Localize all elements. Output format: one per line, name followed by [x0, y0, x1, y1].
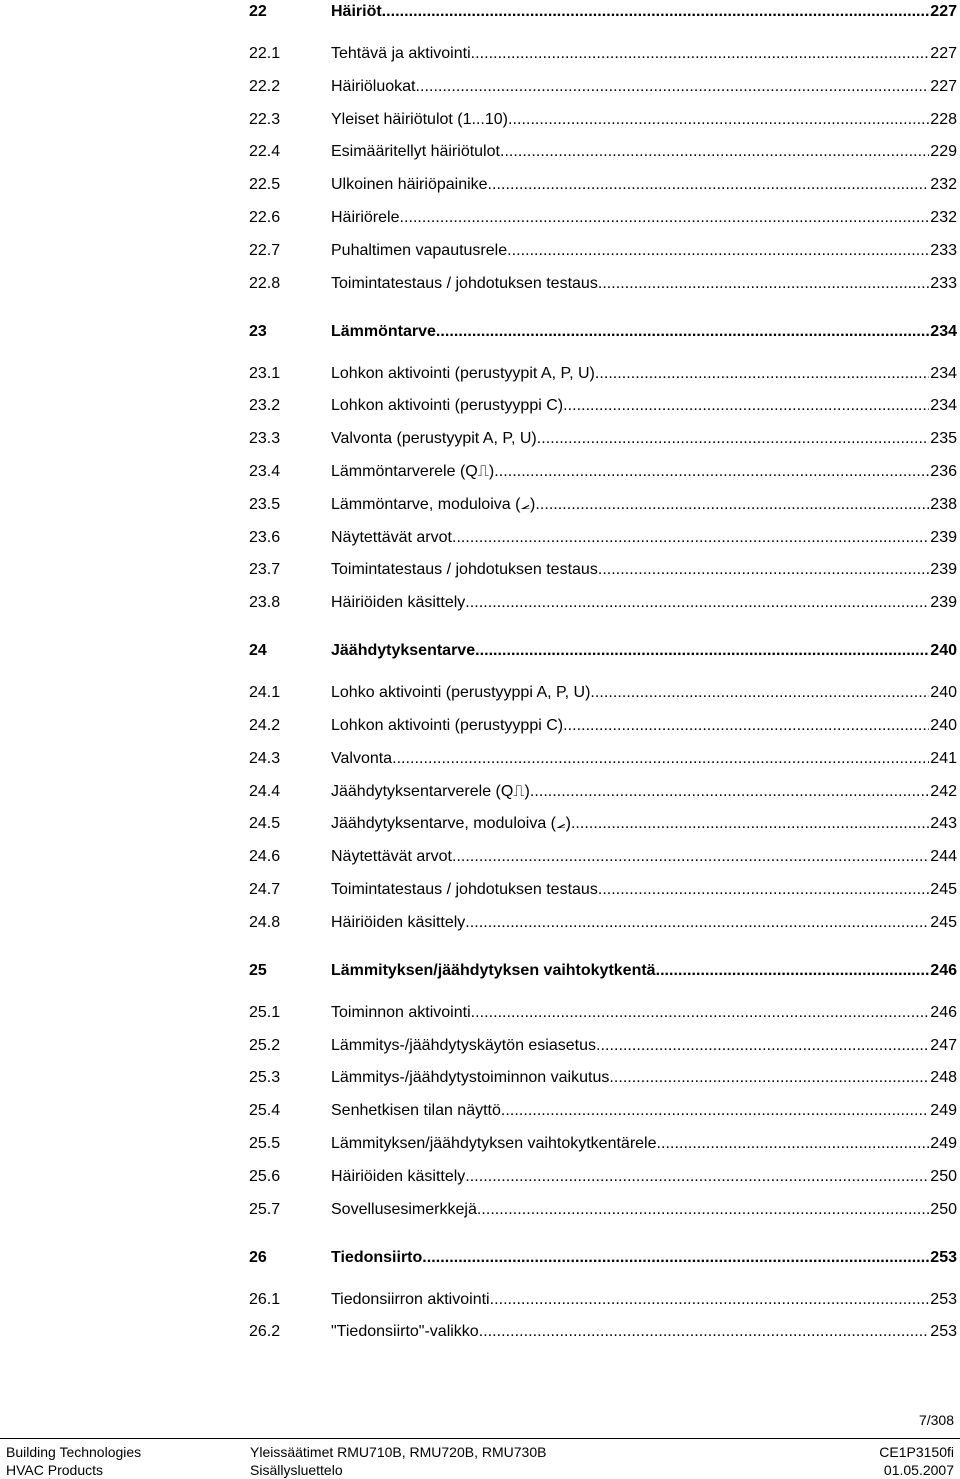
- toc-entry-leader-line: [331, 639, 957, 663]
- footer-document-code: CE1P3150fi: [879, 1444, 954, 1460]
- toc-entry-leader-line: [331, 1198, 957, 1222]
- toc-section-entry[interactable]: [0, 1165, 960, 1189]
- toc-entry-title: Häiriörele: [331, 209, 400, 226]
- toc-entry-leader-line: [331, 140, 957, 164]
- toc-entry-page: 250: [930, 1167, 957, 1185]
- toc-entry-page: 233: [930, 274, 957, 292]
- toc-entry-title: Lohkon aktivointi (perustyyppi C): [331, 397, 564, 415]
- toc-entry-number: 26.2: [249, 1323, 281, 1341]
- toc-entry-page: 250: [930, 1200, 957, 1218]
- toc-chapter-entry[interactable]: [0, 0, 960, 24]
- toc-entry-number: 25.3: [249, 1069, 281, 1087]
- toc-entry-number: 22.6: [249, 209, 281, 226]
- toc-entry-page: 234: [930, 397, 957, 415]
- toc-section-entry[interactable]: [0, 42, 960, 66]
- toc-entry-page: 247: [930, 1036, 957, 1054]
- toc-entry-title: Esimääritellyt häiriötulot: [331, 143, 500, 161]
- toc-entry-number: 25.2: [249, 1036, 281, 1054]
- toc-entry-leader-line: [331, 780, 957, 804]
- toc-entry-page: 239: [930, 594, 957, 612]
- toc-entry-number: 25.4: [249, 1102, 281, 1120]
- toc-entry-page: 240: [930, 717, 957, 734]
- toc-entry-number: 24.5: [249, 815, 281, 833]
- dot-leader: [452, 845, 929, 869]
- toc-entry-title: Lohkon aktivointi (perustyypit A, P, U): [331, 364, 595, 382]
- toc-section-entry[interactable]: [0, 780, 960, 804]
- toc-entry-page: 244: [930, 848, 957, 866]
- toc-entry-title: Häiriöiden käsittely: [331, 913, 466, 931]
- toc-entry-number: 24.4: [249, 782, 281, 800]
- toc-entry-number: 25.5: [249, 1135, 281, 1152]
- toc-entry-number: 22: [249, 3, 267, 20]
- toc-entry-leader-line: [331, 75, 957, 99]
- toc-entry-leader-line: [331, 0, 957, 24]
- toc-entry-page: 239: [930, 561, 957, 579]
- toc-entry-page: 253: [930, 1323, 957, 1341]
- toc-entry-title: Toimintatestaus / johdotuksen testaus: [331, 561, 598, 579]
- toc-chapter-entry[interactable]: [0, 639, 960, 663]
- dot-leader: [479, 1320, 930, 1344]
- toc-section-entry[interactable]: [0, 812, 960, 836]
- toc-entry-number: 25.1: [249, 1003, 281, 1021]
- toc-section-entry[interactable]: [0, 394, 960, 418]
- toc-entry-number: 26: [249, 1248, 267, 1266]
- toc-entry-leader-line: [331, 1099, 957, 1123]
- toc-entry-title: Toiminnon aktivointi: [331, 1003, 471, 1021]
- dot-leader: [563, 394, 929, 418]
- toc-entry-title: Lämmitys-/jäähdytyskäytön esiasetus: [331, 1036, 596, 1054]
- toc-entry-leader-line: [331, 493, 957, 517]
- toc-entry-page: 233: [930, 241, 957, 259]
- toc-entry-page: 248: [930, 1069, 957, 1087]
- toc-entry-title: Häiriöiden käsittely: [331, 1167, 466, 1185]
- toc-entry-title: Jäähdytyksentarverele (Q⎍): [331, 782, 530, 800]
- toc-entry-leader-line: [331, 1165, 957, 1189]
- toc-section-entry[interactable]: [0, 591, 960, 615]
- toc-entry-leader-line: [331, 427, 957, 451]
- toc-section-entry[interactable]: [0, 1034, 960, 1058]
- toc-section-entry[interactable]: [0, 1132, 960, 1156]
- toc-entry-page: 243: [930, 815, 957, 833]
- dot-leader: [399, 206, 929, 230]
- toc-entry-number: 24.1: [249, 684, 281, 702]
- toc-entry-page: 227: [930, 3, 957, 20]
- toc-entry-page: 249: [930, 1135, 957, 1152]
- toc-entry-number: 23: [249, 322, 267, 340]
- toc-entry-title: "Tiedonsiirto"-valikko: [331, 1323, 479, 1341]
- dot-leader: [500, 140, 929, 164]
- toc-entry-number: 23.3: [249, 430, 281, 448]
- toc-entry-leader-line: [331, 911, 957, 935]
- dot-leader: [477, 1198, 929, 1222]
- toc-section-entry[interactable]: [0, 878, 960, 902]
- toc-section-entry[interactable]: [0, 427, 960, 451]
- toc-entry-page: 227: [930, 77, 957, 95]
- dot-leader: [507, 239, 929, 263]
- toc-entry-leader-line: [331, 845, 957, 869]
- toc-entry-leader-line: [331, 1066, 957, 1090]
- toc-entry-title: Ulkoinen häiriöpainike: [331, 176, 488, 194]
- toc-entry-leader-line: [331, 206, 957, 230]
- toc-entry-title: Lämmityksen/jäähdytyksen vaihtokytkentä: [331, 961, 656, 979]
- footer-company: Building Technologies: [6, 1444, 142, 1460]
- dot-leader: [465, 911, 929, 935]
- toc-section-entry[interactable]: [0, 460, 960, 484]
- dot-leader: [422, 1246, 929, 1270]
- toc-section-entry[interactable]: [0, 526, 960, 550]
- toc-entry-number: 22.1: [249, 45, 281, 62]
- toc-entry-leader-line: [331, 1320, 957, 1344]
- toc-entry-title: Lämmöntarverele (Q⎍): [331, 463, 495, 480]
- dot-leader: [508, 108, 929, 132]
- dot-leader: [595, 362, 929, 386]
- toc-entry-title: Senhetkisen tilan näyttö: [331, 1102, 501, 1120]
- toc-entry-number: 25: [249, 961, 267, 979]
- dot-leader: [598, 878, 929, 902]
- toc-entry-number: 23.1: [249, 364, 281, 382]
- toc-entry-title: Jäähdytyksentarve: [331, 642, 476, 660]
- toc-entry-title: Lämmitys-/jäähdytystoiminnon vaikutus: [331, 1069, 610, 1087]
- dot-leader: [609, 1066, 929, 1090]
- toc-entry-title: Toimintatestaus / johdotuksen testaus: [331, 881, 598, 898]
- dot-leader: [501, 1099, 929, 1123]
- toc-section-entry[interactable]: [0, 75, 960, 99]
- toc-entry-leader-line: [331, 239, 957, 263]
- toc-entry-page: 236: [930, 463, 957, 480]
- toc-entry-leader-line: [331, 714, 957, 738]
- footer-divider: [0, 1438, 960, 1439]
- dot-leader: [465, 591, 929, 615]
- toc-section-entry[interactable]: [0, 747, 960, 771]
- toc-entry-page: 238: [930, 495, 957, 513]
- toc-entry-leader-line: [331, 812, 957, 836]
- toc-entry-leader-line: [331, 1246, 957, 1270]
- toc-entry-page: 246: [930, 1003, 957, 1021]
- toc-entry-title: Valvonta: [331, 749, 393, 767]
- toc-entry-page: 241: [930, 749, 957, 767]
- footer-division: HVAC Products: [6, 1462, 103, 1478]
- toc-entry-title: Tiedonsiirto: [331, 1248, 423, 1266]
- toc-entry-number: 22.8: [249, 274, 281, 292]
- toc-entry-number: 25.6: [249, 1167, 281, 1185]
- toc-entry-page: 229: [930, 143, 957, 161]
- toc-entry-page: 246: [930, 961, 957, 979]
- toc-entry-leader-line: [331, 108, 957, 132]
- dot-leader: [563, 714, 929, 738]
- dot-leader: [382, 0, 930, 24]
- toc-entry-title: Puhaltimen vapautusrele: [331, 241, 508, 259]
- toc-entry-leader-line: [331, 272, 957, 296]
- dot-leader: [490, 1288, 930, 1312]
- toc-entry-number: 23.2: [249, 397, 281, 415]
- toc-entry-leader-line: [331, 173, 957, 197]
- toc-entry-page: 234: [930, 364, 957, 382]
- toc-entry-page: 227: [930, 45, 957, 62]
- dot-leader: [465, 1165, 929, 1189]
- dot-leader: [471, 42, 930, 66]
- toc-entry-number: 24.8: [249, 913, 281, 931]
- toc-entry-leader-line: [331, 747, 957, 771]
- toc-entry-leader-line: [331, 526, 957, 550]
- toc-entry-leader-line: [331, 362, 957, 386]
- toc-entry-page: 249: [930, 1102, 957, 1120]
- toc-entry-page: 240: [930, 684, 957, 702]
- toc-entry-leader-line: [331, 959, 957, 983]
- dot-leader: [452, 526, 929, 550]
- dot-leader: [596, 1034, 929, 1058]
- toc-entry-title: Jäähdytyksentarve, moduloiva (⦟): [331, 815, 571, 833]
- toc-chapter-entry[interactable]: [0, 320, 960, 344]
- toc-entry-title: Sovellusesimerkkejä: [331, 1200, 477, 1218]
- toc-section-entry[interactable]: [0, 1099, 960, 1123]
- dot-leader: [535, 493, 929, 517]
- toc-entry-title: Näytettävät arvot: [331, 848, 452, 866]
- toc-section-entry[interactable]: [0, 108, 960, 132]
- toc-entry-number: 23.4: [249, 463, 281, 480]
- toc-entry-number: 22.4: [249, 143, 281, 161]
- toc-entry-title: Lohkon aktivointi (perustyyppi C): [331, 717, 564, 734]
- toc-section-entry[interactable]: [0, 140, 960, 164]
- toc-entry-number: 22.2: [249, 77, 281, 95]
- toc-entry-title: Lämmöntarve, moduloiva (⦟): [331, 495, 536, 513]
- toc-entry-leader-line: [331, 42, 957, 66]
- toc-entry-number: 23.6: [249, 528, 281, 546]
- toc-entry-number: 22.5: [249, 176, 281, 194]
- toc-entry-number: 22.7: [249, 241, 281, 259]
- toc-entry-title: Tiedonsiirron aktivointi: [331, 1290, 490, 1308]
- dot-leader: [656, 959, 930, 983]
- toc-entry-number: 24.6: [249, 848, 281, 866]
- toc-section-entry[interactable]: [0, 1198, 960, 1222]
- toc-entry-number: 23.7: [249, 561, 281, 579]
- toc-entry-leader-line: [331, 1001, 957, 1025]
- toc-entry-number: 25.7: [249, 1200, 281, 1218]
- dot-leader: [488, 173, 930, 197]
- toc-entry-title: Häiriöt: [331, 3, 382, 20]
- toc-entry-page: 240: [930, 642, 957, 660]
- toc-entry-title: Lämmityksen/jäähdytyksen vaihtokytkentärele: [331, 1135, 657, 1152]
- toc-entry-title: Häiriöluokat: [331, 77, 416, 95]
- dot-leader: [590, 681, 929, 705]
- dot-leader: [392, 747, 929, 771]
- toc-section-entry[interactable]: [0, 272, 960, 296]
- toc-section-entry[interactable]: [0, 714, 960, 738]
- toc-section-entry[interactable]: [0, 911, 960, 935]
- toc-entry-number: 24.7: [249, 881, 281, 898]
- dot-leader: [415, 75, 929, 99]
- dot-leader: [475, 639, 929, 663]
- dot-leader: [494, 460, 929, 484]
- toc-section-entry[interactable]: [0, 1288, 960, 1312]
- toc-section-entry[interactable]: [0, 493, 960, 517]
- toc-entry-title: Häiriöiden käsittely: [331, 594, 466, 612]
- toc-entry-title: Toimintatestaus / johdotuksen testaus: [331, 274, 598, 292]
- toc-entry-title: Valvonta (perustyypit A, P, U): [331, 430, 537, 448]
- toc-entry-page: 228: [930, 110, 957, 128]
- dot-leader: [436, 320, 929, 344]
- footer-date: 01.05.2007: [883, 1462, 954, 1478]
- toc-entry-title: Tehtävä ja aktivointi: [331, 45, 471, 62]
- toc-section-entry[interactable]: [0, 1001, 960, 1025]
- toc-entry-leader-line: [331, 1132, 957, 1156]
- footer-section-name: Sisällysluettelo: [250, 1462, 343, 1478]
- page-number: 7/308: [918, 1412, 954, 1428]
- toc-entry-number: 24.2: [249, 717, 281, 734]
- toc-entry-leader-line: [331, 878, 957, 902]
- dot-leader: [471, 1001, 930, 1025]
- toc-section-entry[interactable]: [0, 1320, 960, 1344]
- dot-leader: [530, 780, 929, 804]
- toc-section-entry[interactable]: [0, 362, 960, 386]
- toc-section-entry[interactable]: [0, 206, 960, 230]
- toc-entry-title: Näytettävät arvot: [331, 528, 452, 546]
- toc-entry-page: 232: [930, 176, 957, 194]
- dot-leader: [537, 427, 930, 451]
- footer-document-title: Yleissäätimet RMU710B, RMU720B, RMU730B: [250, 1444, 547, 1460]
- toc-entry-page: 245: [930, 913, 957, 931]
- toc-entry-title: Yleiset häiriötulot (1...10): [331, 110, 508, 128]
- toc-section-entry[interactable]: [0, 239, 960, 263]
- toc-chapter-entry[interactable]: [0, 1246, 960, 1270]
- toc-entry-leader-line: [331, 681, 957, 705]
- toc-section-entry[interactable]: [0, 845, 960, 869]
- toc-entry-leader-line: [331, 394, 957, 418]
- dot-leader: [598, 558, 929, 582]
- toc-entry-page: 239: [930, 528, 957, 546]
- toc-section-entry[interactable]: [0, 1066, 960, 1090]
- toc-entry-page: 245: [930, 881, 957, 898]
- dot-leader: [657, 1132, 930, 1156]
- toc-entry-page: 253: [930, 1290, 957, 1308]
- toc-entry-number: 26.1: [249, 1290, 281, 1308]
- dot-leader: [598, 272, 929, 296]
- toc-entry-number: 23.8: [249, 594, 281, 612]
- toc-entry-leader-line: [331, 591, 957, 615]
- toc-chapter-entry[interactable]: [0, 959, 960, 983]
- toc-entry-page: 232: [930, 209, 957, 226]
- toc-entry-title: Lohko aktivointi (perustyyppi A, P, U): [331, 684, 591, 702]
- toc-entry-page: 234: [930, 322, 957, 340]
- toc-entry-number: 24.3: [249, 749, 281, 767]
- toc-entry-title: Lämmöntarve: [331, 322, 436, 340]
- toc-section-entry[interactable]: [0, 173, 960, 197]
- toc-entry-number: 22.3: [249, 110, 281, 128]
- toc-entry-leader-line: [331, 1288, 957, 1312]
- toc-entry-leader-line: [331, 320, 957, 344]
- dot-leader: [571, 812, 929, 836]
- toc-entry-number: 24: [249, 642, 267, 660]
- toc-entry-leader-line: [331, 460, 957, 484]
- toc-entry-page: 253: [930, 1248, 957, 1266]
- toc-entry-page: 242: [930, 782, 957, 800]
- toc-entry-number: 23.5: [249, 495, 281, 513]
- toc-section-entry[interactable]: [0, 558, 960, 582]
- toc-entry-page: 235: [930, 430, 957, 448]
- toc-entry-leader-line: [331, 558, 957, 582]
- toc-section-entry[interactable]: [0, 681, 960, 705]
- toc-entry-leader-line: [331, 1034, 957, 1058]
